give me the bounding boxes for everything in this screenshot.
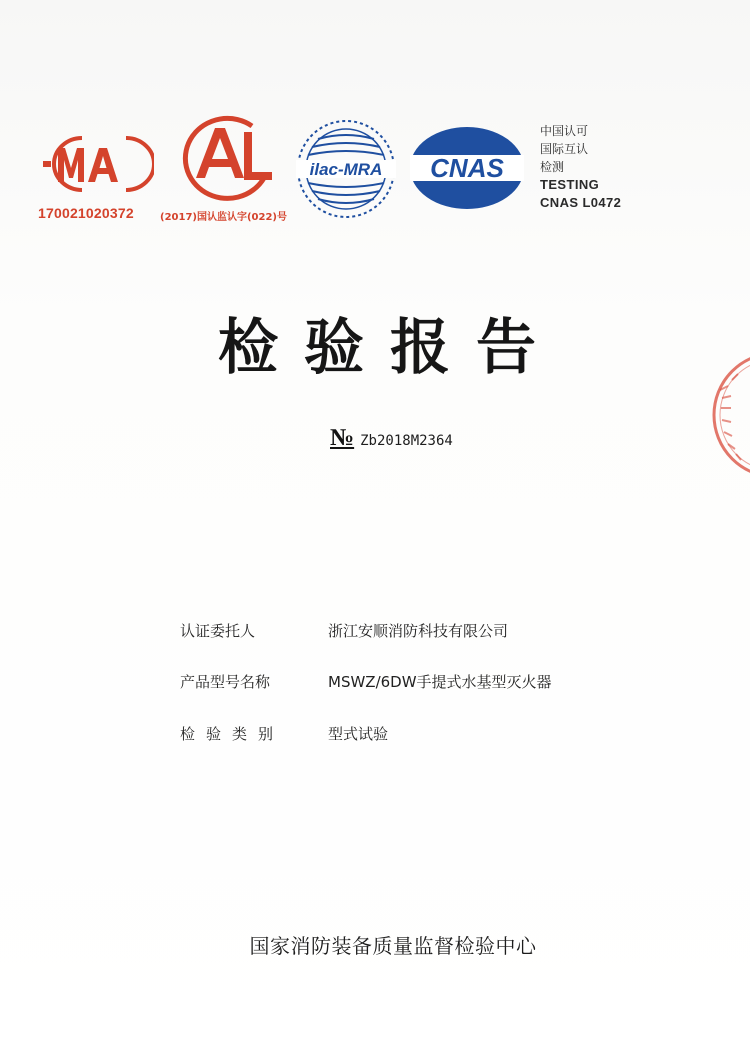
red-seal-icon [706, 350, 750, 480]
cnas-accreditation-text [540, 122, 621, 212]
ilac-mra-logo-icon [292, 117, 400, 221]
svg-text:ilac-MRA: ilac-MRA [309, 160, 383, 179]
report-number-value: Zb2018M2364 [360, 433, 453, 449]
info-value: 型式试验 [328, 725, 389, 743]
number-symbol: № [330, 425, 355, 451]
cnas-line: 中国认可 [540, 124, 589, 138]
cma-logo-icon [38, 130, 154, 198]
cma-certificate-number: 170021020372 [38, 205, 134, 221]
info-label: 检验类别 [180, 725, 285, 743]
svg-text:CNAS: CNAS [430, 153, 504, 183]
cnas-line: CNAS L0472 [540, 195, 622, 210]
info-value: 浙江安顺消防科技有限公司 [328, 622, 509, 640]
cnas-line: 国际互认 [540, 142, 589, 156]
info-label: 认证委托人 [180, 622, 256, 640]
page-title: 检验报告 [218, 313, 562, 383]
cnas-line: 检测 [540, 160, 565, 174]
info-value: MSWZ/6DW手提式水基型灭火器 [328, 673, 552, 691]
cal-certificate-number: (2017)国认监认字(022)号 [160, 212, 287, 223]
info-label: 产品型号名称 [180, 673, 271, 691]
cal-logo-icon [168, 112, 282, 204]
report-number [330, 425, 453, 452]
cnas-logo-icon [408, 125, 526, 211]
issuing-organization: 国家消防装备质量监督检验中心 [249, 934, 537, 958]
cnas-line: TESTING [540, 177, 600, 192]
